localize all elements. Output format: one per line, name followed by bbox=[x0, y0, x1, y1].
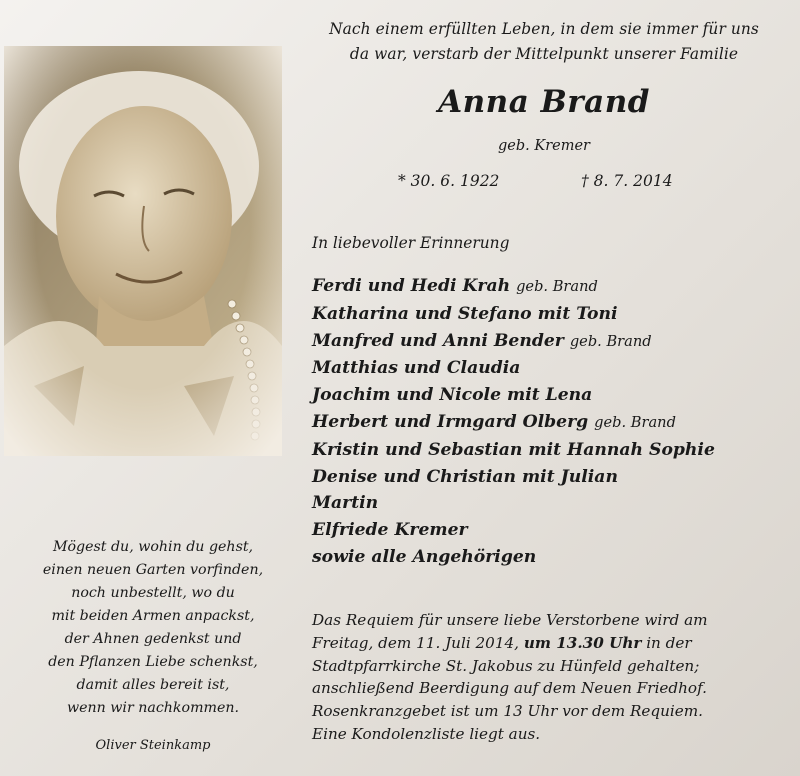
mourner-name: sowie alle Angehörigen bbox=[312, 546, 537, 567]
memory-line: In liebevoller Erinnerung bbox=[312, 234, 510, 252]
service-line: Rosenkranzgebet ist um 13 Uhr vor dem Requiem. bbox=[312, 702, 703, 721]
deceased-name: Anna Brand bbox=[438, 84, 650, 120]
mourner-item bbox=[312, 517, 788, 544]
mourner-note: geb. Brand bbox=[594, 413, 676, 431]
mourner-name: Manfred und Anni Bender bbox=[312, 330, 564, 351]
service-text: in der bbox=[646, 633, 692, 652]
intro-line-2: da war, verstarb der Mittelpunkt unserer Familie bbox=[349, 45, 739, 63]
service-line bbox=[312, 632, 778, 655]
mourner-name: Elfriede Kremer bbox=[312, 520, 468, 541]
portrait-image bbox=[4, 46, 282, 456]
mourner-name: Ferdi und Hedi Krah bbox=[312, 276, 511, 296]
mourner-item bbox=[312, 464, 788, 491]
portrait-photo bbox=[4, 46, 282, 456]
mourner-name: Martin bbox=[312, 493, 379, 514]
mourner-name: Kristin und Sebastian mit Hannah Sophie bbox=[312, 439, 715, 460]
poem-author: Oliver Steinkamp bbox=[95, 738, 211, 753]
mourner-item bbox=[312, 355, 788, 382]
mourner-note: geb. Brand bbox=[516, 278, 598, 295]
mourner-note: geb. Brand bbox=[569, 332, 652, 350]
poem-line: den Pflanzen Liebe schenkst, bbox=[48, 654, 258, 670]
poem-line: einen neuen Garten vorfinden, bbox=[42, 562, 264, 578]
service-line: anschließend Beerdigung auf dem Neuen Friedhof. bbox=[312, 679, 707, 698]
mourner-name: Katharina und Stefano mit Toni bbox=[312, 303, 618, 324]
mourner-item bbox=[312, 382, 788, 409]
mourner-item bbox=[312, 490, 788, 517]
mourner-item bbox=[312, 437, 788, 464]
mourner-item bbox=[312, 301, 788, 328]
intro-line-1: Nach einem erfüllten Leben, in dem sie immer für uns bbox=[329, 20, 759, 38]
poem-line: der Ahnen gedenkst und bbox=[64, 631, 242, 647]
birth-date: * 30. 6. 1922 bbox=[398, 172, 500, 190]
poem-line: damit alles bereit ist, bbox=[76, 677, 230, 693]
mourner-name: Joachim und Nicole mit Lena bbox=[312, 385, 593, 406]
poem bbox=[10, 536, 296, 720]
mourners-list bbox=[312, 273, 788, 571]
service-date: Freitag, dem 11. Juli 2014, bbox=[312, 633, 519, 652]
intro-text bbox=[300, 17, 788, 67]
service-line: Stadtpfarrkirche St. Jakobus zu Hünfeld gehalten; bbox=[312, 656, 700, 675]
mourner-name: Denise und Christian mit Julian bbox=[312, 466, 618, 487]
mourner-name: Herbert und Irmgard Olberg bbox=[312, 411, 589, 432]
service-line: Das Requiem für unsere liebe Verstorbene wird am bbox=[312, 611, 708, 629]
maiden-name: geb. Kremer bbox=[498, 138, 590, 154]
poem-line: Mögest du, wohin du gehst, bbox=[52, 539, 254, 555]
mourner-item bbox=[312, 409, 788, 437]
mourner-item bbox=[312, 328, 788, 356]
mourner-item bbox=[312, 273, 788, 301]
mourner-name: Matthias und Claudia bbox=[312, 358, 521, 379]
service-info bbox=[312, 609, 778, 746]
poem-line: wenn wir nachkommen. bbox=[66, 700, 240, 716]
poem-line: noch unbestellt, wo du bbox=[71, 585, 235, 601]
death-date: † 8. 7. 2014 bbox=[581, 172, 673, 190]
service-time: um 13.30 Uhr bbox=[523, 633, 642, 652]
poem-line: mit beiden Armen anpackst, bbox=[51, 608, 255, 624]
mourner-item bbox=[312, 544, 788, 571]
service-line: Eine Kondolenzliste liegt aus. bbox=[312, 724, 541, 743]
